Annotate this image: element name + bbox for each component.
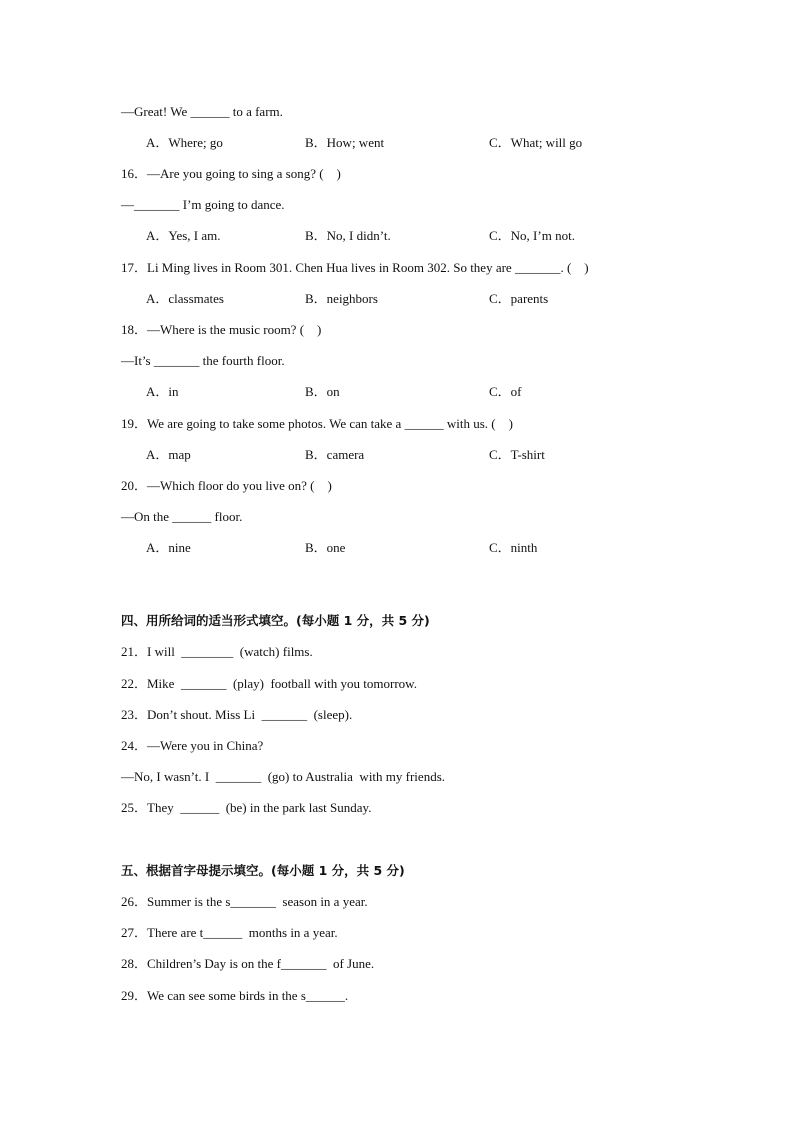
q18-answer-line: —It’s _______ the fourth floor. xyxy=(121,353,285,368)
option-b: B．How; went xyxy=(305,135,385,150)
q23-item: 23．Don’t shout. Miss Li _______ (sleep). xyxy=(121,707,353,722)
option-b: B．on xyxy=(305,384,340,399)
option-a: A．classmates xyxy=(146,291,224,306)
option-a: A．map xyxy=(146,447,191,462)
q20-options xyxy=(146,540,706,556)
q21-item: 21．I will ________ (watch) films. xyxy=(121,644,313,659)
q24-question: 24．—Were you in China? xyxy=(121,738,264,753)
q25-item: 25．They ______ (be) in the park last Sunday. xyxy=(121,800,372,815)
q18-options xyxy=(146,384,706,400)
q20-answer-line: —On the ______ floor. xyxy=(121,509,243,524)
option-a: A．Where; go xyxy=(146,135,223,150)
q27-item: 27．There are t______ months in a year. xyxy=(121,925,338,940)
option-b: B．No, I didn’t. xyxy=(305,228,391,243)
option-c: C．parents xyxy=(489,291,549,306)
q20-question: 20．—Which floor do you live on? ( ) xyxy=(121,478,332,493)
option-b: B．neighbors xyxy=(305,291,378,306)
option-c: C．ninth xyxy=(489,540,538,555)
option-c: C．What; will go xyxy=(489,135,583,150)
q19-options xyxy=(146,447,706,463)
q16-answer-line: —_______ I’m going to dance. xyxy=(121,197,285,212)
q16-options xyxy=(146,228,706,244)
option-c: C．T-shirt xyxy=(489,447,545,462)
option-b: B．camera xyxy=(305,447,365,462)
option-c: C．No, I’m not. xyxy=(489,228,575,243)
q29-item: 29．We can see some birds in the s______. xyxy=(121,988,349,1003)
q28-item: 28．Children’s Day is on the f_______ of June. xyxy=(121,956,375,971)
q15-options xyxy=(146,135,706,151)
q17-options xyxy=(146,291,706,307)
section-4-heading: 四、用所给词的适当形式填空。(每小题 1 分，共 5 分) xyxy=(121,613,430,628)
q16-question: 16．—Are you going to sing a song? ( ) xyxy=(121,166,341,181)
option-b: B．one xyxy=(305,540,346,555)
option-c: C．of xyxy=(489,384,522,399)
q18-question: 18．—Where is the music room? ( ) xyxy=(121,322,322,337)
option-a: A．in xyxy=(146,384,179,399)
q26-item: 26．Summer is the s_______ season in a year. xyxy=(121,894,368,909)
q24-answer-line: —No, I wasn’t. I _______ (go) to Australia with my friends. xyxy=(121,769,445,784)
q19-question: 19．We are going to take some photos. We can take a ______ with us. ( ) xyxy=(121,416,513,431)
q22-item: 22．Mike _______ (play) football with you tomorrow. xyxy=(121,676,417,691)
q17-question: 17．Li Ming lives in Room 301. Chen Hua lives in Room 302. So they are _______. ( ) xyxy=(121,260,589,275)
q15-answer-line: —Great! We ______ to a farm. xyxy=(121,104,283,119)
option-a: A．Yes, I am. xyxy=(146,228,221,243)
option-a: A．nine xyxy=(146,540,191,555)
section-5-heading: 五、根据首字母提示填空。(每小题 1 分，共 5 分) xyxy=(121,863,405,878)
